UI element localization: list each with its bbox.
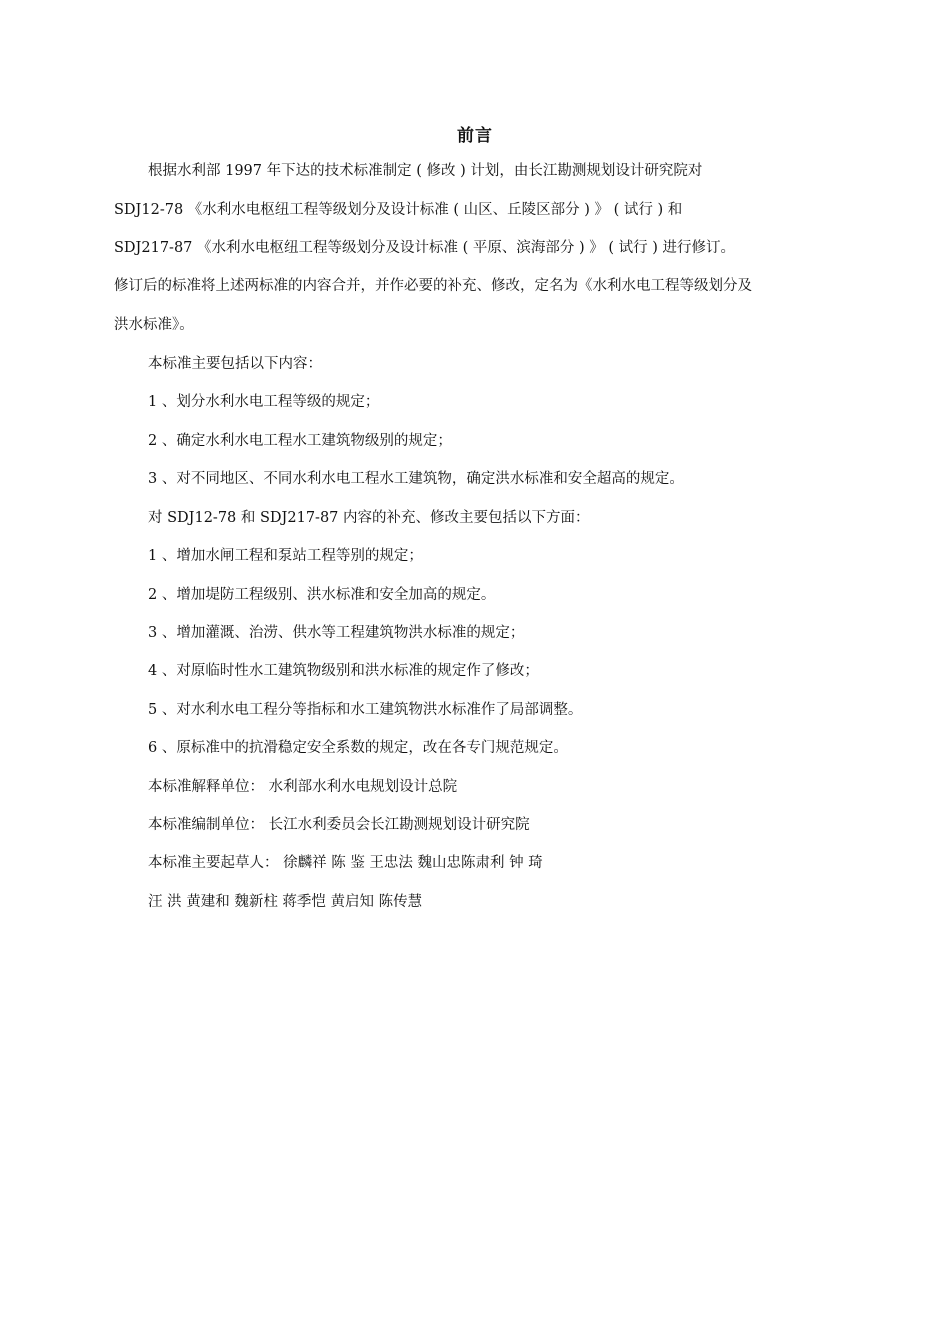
intro-line: 修订后的标准将上述两标准的内容合并，并作必要的补充、修改，定名为《水利水电工程等级划分及 [114,278,752,294]
drafters-line: 汪 洪 黄建和 魏新柱 蒋季恺 黄启知 陈传慧 [148,894,423,910]
list-item: 4 、对原临时性水工建筑物级别和洪水标准的规定作了修改； [148,663,539,679]
list-item: 3 、增加灌溉、治涝、供水等工程建筑物洪水标准的规定； [148,625,525,641]
main-content-heading: 本标准主要包括以下内容： [148,356,322,372]
list-item: 1 、增加水闸工程和泵站工程等别的规定； [148,548,423,564]
compiling-unit: 本标准编制单位： 长江水利委员会长江勘测规划设计研究院 [148,817,530,833]
list-item: 3 、对不同地区、不同水利水电工程水工建筑物，确定洪水标准和安全超高的规定。 [148,471,684,487]
interpreting-unit: 本标准解释单位： 水利部水利水电规划设计总院 [148,779,458,795]
list-item: 5 、对水利水电工程分等指标和水工建筑物洪水标准作了局部调整。 [148,702,583,718]
list-item: 6 、原标准中的抗滑稳定安全系数的规定，改在各专门规范规定。 [148,740,568,756]
intro-line: 洪水标准》。 [114,317,194,333]
intro-line: 根据水利部 1997 年下达的技术标准制定 ( 修改 ) 计划，由长江勘测规划设计研究院对 [148,163,703,179]
list-item: 1 、划分水利水电工程等级的规定； [148,394,380,410]
drafters-line: 本标准主要起草人： 徐麟祥 陈 鉴 王忠法 魏山忠陈肃利 钟 琦 [148,855,543,871]
revision-heading: 对 SDJ12-78 和 SDJ217-87 内容的补充、修改主要包括以下方面： [148,510,590,526]
page-title: 前言 [457,126,493,146]
list-item: 2 、确定水利水电工程水工建筑物级别的规定； [148,433,452,449]
intro-line: SDJ217-87 《水利水电枢纽工程等级划分及设计标准 ( 平原、滨海部分 ) 》 ( 试行 ) 进行修订。 [114,240,736,256]
list-item: 2 、增加堤防工程级别、洪水标准和安全加高的规定。 [148,587,496,603]
intro-line: SDJ12-78 《水利水电枢纽工程等级划分及设计标准 ( 山区、丘陵区部分 ) 》 ( 试行 ) 和 [114,202,683,218]
